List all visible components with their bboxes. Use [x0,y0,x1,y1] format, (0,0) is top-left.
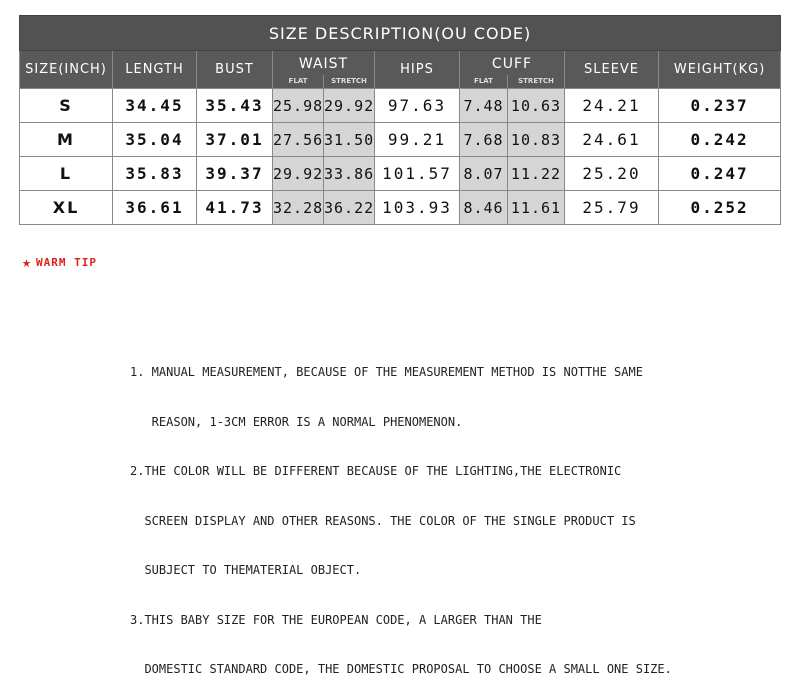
cell-sleeve: 25.79 [565,191,659,225]
warm-tip [22,255,97,270]
header-sleeve: SLEEVE [565,51,659,89]
cell-size: L [20,157,113,191]
cell-hips: 99.21 [375,123,460,157]
cell-waist-stretch: 31.50 [324,123,375,157]
header-cuff-stretch: STRETCH [508,75,565,89]
notes-block [130,331,672,694]
cell-sleeve: 24.61 [565,123,659,157]
cell-length: 35.83 [113,157,197,191]
note-line: 1. MANUAL MEASUREMENT, BECAUSE OF THE MEASUREMENT METHOD IS NOTTHE SAME [130,365,643,379]
header-hips: HIPS [375,51,460,89]
header-weight: WEIGHT(KG) [659,51,781,89]
cell-bust: 37.01 [197,123,273,157]
cell-waist-flat: 25.98 [273,89,324,123]
cell-weight: 0.242 [659,123,781,157]
note-line: 2.THE COLOR WILL BE DIFFERENT BECAUSE OF THE LIGHTING,THE ELECTRONIC [130,464,622,478]
cell-bust: 41.73 [197,191,273,225]
header-waist: WAIST [273,51,375,75]
cell-cuff-flat: 8.46 [460,191,508,225]
cell-length: 36.61 [113,191,197,225]
cell-bust: 35.43 [197,89,273,123]
star-icon: ★ [22,253,33,271]
note-line: 3.THIS BABY SIZE FOR THE EUROPEAN CODE, A LARGER THAN THE [130,612,542,627]
cell-waist-stretch: 36.22 [324,191,375,225]
note-line: DOMESTIC STANDARD CODE, THE DOMESTIC PROPOSAL TO CHOOSE A SMALL ONE SIZE. [130,662,672,676]
header-size: SIZE(INCH) [20,51,113,89]
header-cuff-flat: FLAT [460,75,508,89]
header-waist-stretch: STRETCH [324,75,375,89]
size-table [19,15,781,225]
cell-cuff-stretch: 11.61 [508,191,565,225]
header-waist-flat: FLAT [273,75,324,89]
cell-weight: 0.252 [659,191,781,225]
note-line: REASON, 1-3CM ERROR IS A NORMAL PHENOMENON. [130,414,463,429]
header-cuff: CUFF [460,51,565,75]
cell-waist-flat: 29.92 [273,157,324,191]
warm-tip-label: WARM TIP [36,256,98,269]
table-title: SIZE DESCRIPTION(OU CODE) [20,16,781,51]
table-row [20,157,781,191]
table-row [20,191,781,225]
table-row [20,89,781,123]
cell-waist-stretch: 33.86 [324,157,375,191]
cell-hips: 101.57 [375,157,460,191]
cell-length: 35.04 [113,123,197,157]
cell-size: M [20,123,113,157]
cell-waist-stretch: 29.92 [324,89,375,123]
cell-cuff-flat: 7.68 [460,123,508,157]
note-line: SCREEN DISPLAY AND OTHER REASONS. THE COLOR OF THE SINGLE PRODUCT IS [130,513,636,528]
cell-cuff-stretch: 10.63 [508,89,565,123]
cell-weight: 0.247 [659,157,781,191]
cell-sleeve: 25.20 [565,157,659,191]
table-row [20,123,781,157]
cell-cuff-flat: 7.48 [460,89,508,123]
cell-size: S [20,89,113,123]
cell-bust: 39.37 [197,157,273,191]
cell-sleeve: 24.21 [565,89,659,123]
cell-cuff-flat: 8.07 [460,157,508,191]
note-line: SUBJECT TO THEMATERIAL OBJECT. [130,563,362,577]
cell-cuff-stretch: 11.22 [508,157,565,191]
header-length: LENGTH [113,51,197,89]
cell-cuff-stretch: 10.83 [508,123,565,157]
cell-waist-flat: 32.28 [273,191,324,225]
cell-waist-flat: 27.56 [273,123,324,157]
cell-hips: 97.63 [375,89,460,123]
cell-hips: 103.93 [375,191,460,225]
header-bust: BUST [197,51,273,89]
cell-length: 34.45 [113,89,197,123]
cell-size: XL [20,191,113,225]
cell-weight: 0.237 [659,89,781,123]
